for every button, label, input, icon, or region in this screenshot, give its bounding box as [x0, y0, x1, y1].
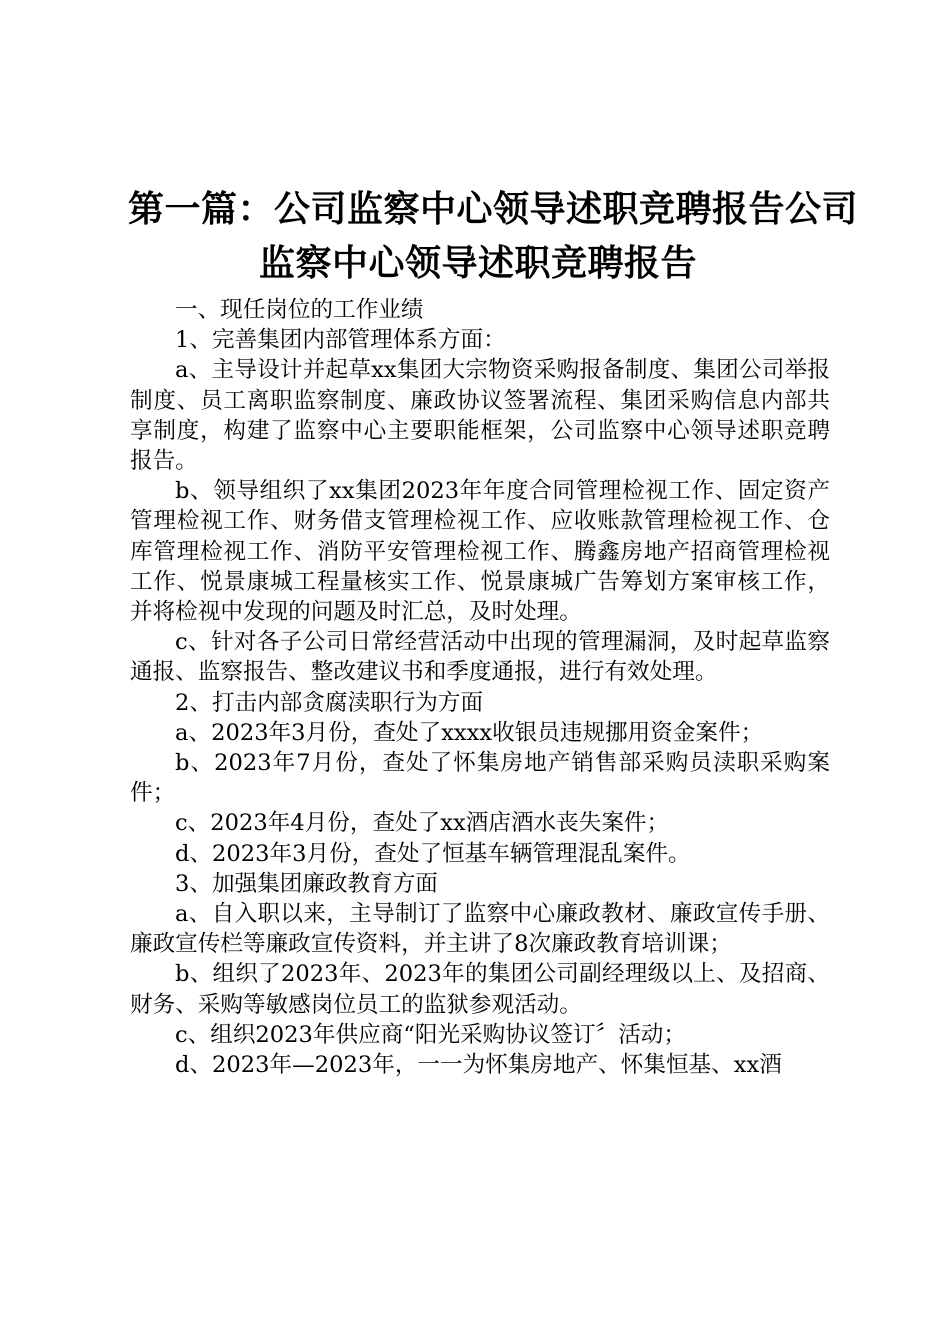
body-paragraph: d、2023年—2023年，一一为怀集房地产、怀集恒基、xx酒	[175, 1052, 782, 1079]
document-title-line-2: 监察中心领导述职竞聘报告	[258, 243, 697, 284]
body-paragraph: b、2023年7月份，查处了怀集房地产销售部采购员渎职采购案件；	[130, 750, 830, 807]
document-title-line-1: 第一篇：公司监察中心领导述职竞聘报告公司	[128, 189, 859, 230]
body-paragraph: b、领导组织了xx集团2023年年度合同管理检视工作、固定资产管理检视工作、财务借支管理检视工作、应收账款管理检视工作、仓库管理检视工作、消防平安管理检视工作、腾鑫房地产招商管理检视工作、悦景康城工程量核实工作、悦景康城广告筹划方案审核工作，并将检视中发现的问题及时汇总，及时处理。	[130, 478, 830, 626]
body-paragraph: a、主导设计并起草xx集团大宗物资采购报备制度、集团公司举报制度、员工离职监察制度、廉政协议签署流程、集团采购信息内部共享制度，构建了监察中心主要职能框架，公司监察中心领导述职竞聘报告。	[130, 357, 830, 475]
section-heading: 一、现任岗位的工作业绩	[175, 297, 424, 323]
body-paragraph: b、组织了2023年、2023年的集团公司副经理级以上、及招商、财务、采购等敏感岗位员工的监狱参观活动。	[130, 961, 830, 1018]
subsection-heading: 1、完善集团内部管理体系方面：	[175, 327, 506, 354]
body-paragraph: c、2023年4月份，查处了xx酒店酒水丧失案件；	[175, 810, 670, 837]
body-paragraph: c、组织2023年供应商“阳光采购协议签订〞活动；	[175, 1021, 686, 1048]
body-paragraph: d、2023年3月份，查处了恒基车辆管理混乱案件。	[175, 840, 691, 867]
subsection-heading: 2、打击内部贪腐渎职行为方面	[175, 689, 484, 716]
body-paragraph: a、2023年3月份，查处了xxxx收银员违规挪用资金案件；	[175, 719, 764, 746]
subsection-heading: 3、加强集团廉政教育方面	[175, 870, 438, 897]
body-paragraph: c、针对各子公司日常经营活动中出现的管理漏洞，及时起草监察通报、监察报告、整改建议书和季度通报，进行有效处理。	[130, 629, 830, 686]
document-body	[130, 295, 830, 1080]
body-paragraph: a、自入职以来，主导制订了监察中心廉政教材、廉政宣传手册、廉政宣传栏等廉政宣传资料，并主讲了8次廉政教育培训课；	[130, 901, 830, 958]
